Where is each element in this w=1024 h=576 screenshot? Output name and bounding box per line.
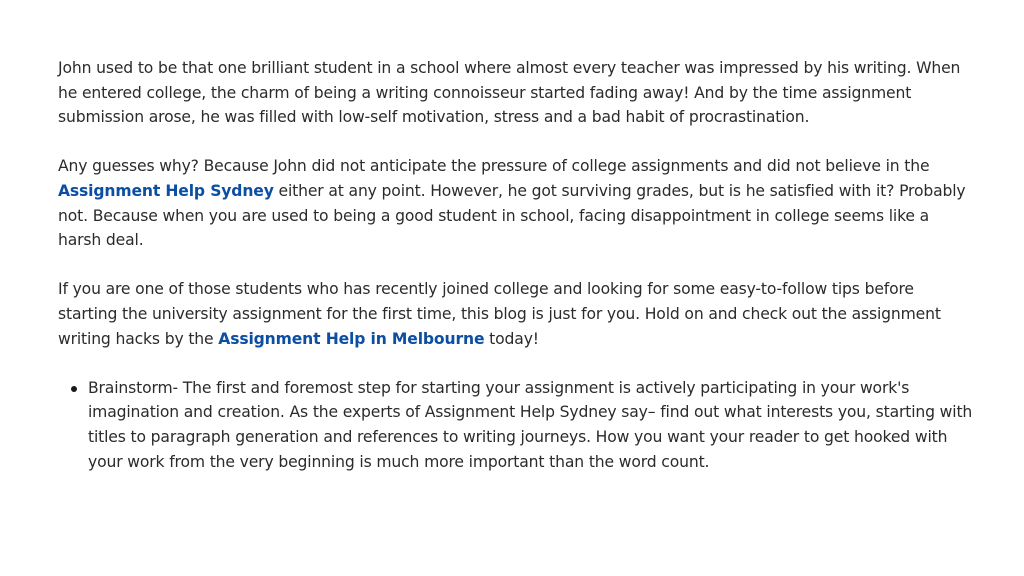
third-paragraph-text-before: If you are one of those students who has recently joined college and looking for some easy-to-follow tips before starting the university assignment for the first time, this blog is just for you. Hold on and check out the assignment writing hacks by the bbox=[58, 280, 941, 348]
assignment-help-sydney-link[interactable]: Assignment Help Sydney bbox=[58, 181, 274, 200]
second-paragraph-text-before: Any guesses why? Because John did not anticipate the pressure of college assignments and did not believe in the bbox=[58, 157, 930, 176]
intro-paragraph-text: John used to be that one brilliant student in a school where almost every teacher was impressed by his writing. When he entered college, the charm of being a writing connoisseur started fading away! And by the time assignment submission arose, he was filled with low-self motivation, stress and a bad habit of procrastination. bbox=[58, 59, 961, 127]
second-paragraph-text-after: either at any point. However, he got surviving grades, but is he satisfied with it? Probably not. Because when you are used to being a good student in school, facing disappointment in college seems like a harsh deal. bbox=[58, 181, 966, 250]
list-item bbox=[88, 376, 974, 474]
bullet-dot-icon bbox=[71, 386, 77, 392]
assignment-help-melbourne-link[interactable]: Assignment Help in Melbourne bbox=[218, 329, 485, 348]
third-paragraph bbox=[58, 277, 974, 351]
list-item-text: Brainstorm- The first and foremost step for starting your assignment is actively participating in your work's imagination and creation. As the experts of Assignment Help Sydney say– find out what interests you, starting with titles to paragraph generation and references to writing journeys. How you want your reader to get hooked with your work from the very beginning is much more important than the word count. bbox=[88, 378, 973, 471]
third-paragraph-text-after: today! bbox=[484, 329, 539, 348]
tips-list bbox=[58, 376, 974, 474]
intro-paragraph bbox=[58, 56, 974, 130]
second-paragraph bbox=[58, 154, 974, 252]
